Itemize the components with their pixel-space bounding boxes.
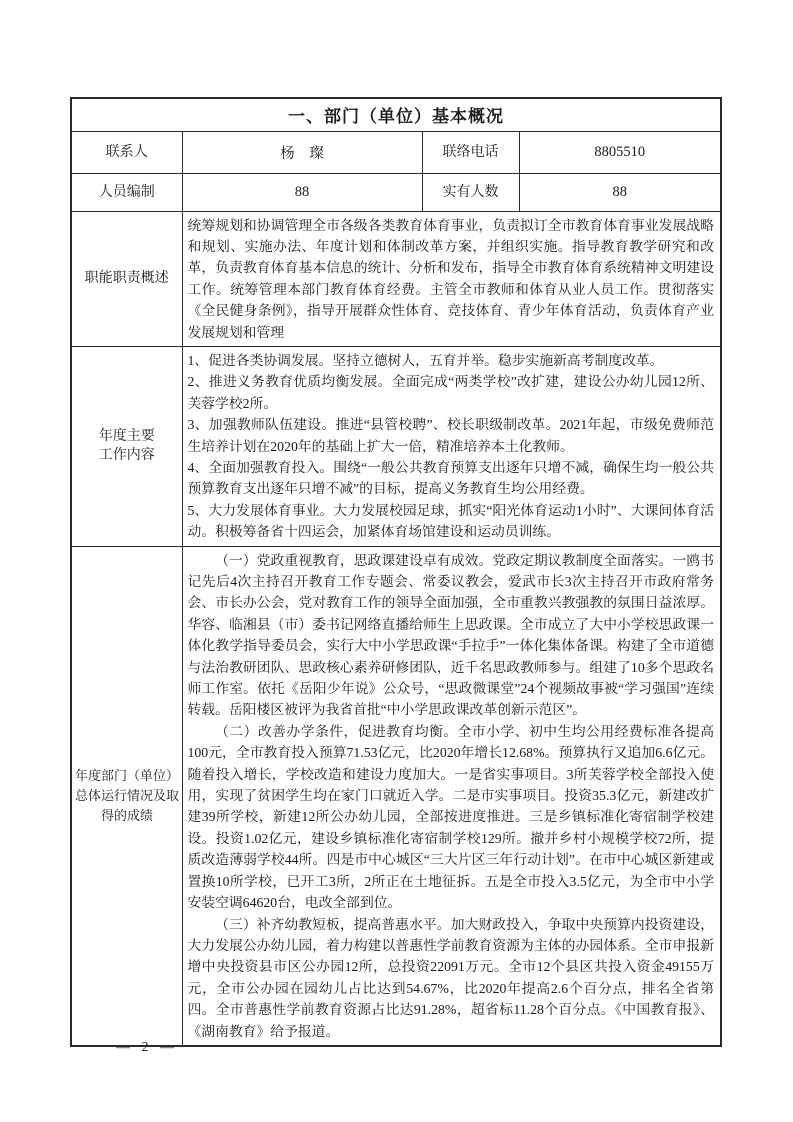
headcount-value: 88 [519, 173, 721, 211]
performance-label: 年度部门（单位）总体运行情况及取得的成绩 [74, 767, 179, 823]
annual-work-label: 年度主要工作内容 [98, 429, 155, 464]
duties-text: 统筹规划和协调管理全市各级各类教育体育事业，负责拟订全市教育体育事业发展战略和规划、实施办法、年度计划和体制改革方案，并组织实施。指导教育教学研究和改革，负责教育体育基本信息的统计、分析和发布，指导全市教育体育系统精神文明建设工作。统筹管理本部门教育体育经费。主管全市教师和体育从业人员工作。贯彻落实《全民健身条例》，指导开展群众性体育、竞技体育、青少年体育活动，负责体育产业发展规划和管理 [187, 217, 714, 340]
annual-work-item: 3、加强教师队伍建设。推进“县管校聘”、校长职级制改革。2021年起，市级免费师范生培养计划在2020年的基础上扩大一倍，精准培养本土化教师。 [187, 417, 714, 454]
annual-work-text-cell [182, 346, 721, 546]
staffing-value: 88 [182, 173, 422, 211]
page-number: — 2 — [116, 1040, 178, 1055]
annual-work-item: 4、全面加强教育投入。围绕“一般公共教育预算支出逐年只增不减，确保生均一般公共预算教育支出逐年只增不减”的目标，提高义务教育生均公用经费。 [187, 459, 714, 497]
phone-value: 8805510 [519, 131, 721, 173]
staffing-row [71, 173, 721, 211]
performance-row [71, 546, 721, 1046]
annual-work-item: 5、大力发展体育事业。大力发展校园足球，抓实“阳光体育运动1小时”、大课间体育活动。积极筹备省十四运会，加紧体育场馆建设和运动员训练。 [187, 502, 714, 540]
headcount-label: 实有人数 [422, 173, 519, 211]
duties-text-cell [182, 211, 721, 346]
duties-row [71, 211, 721, 346]
section-title: 一、部门（单位）基本概况 [71, 98, 721, 131]
performance-label-cell [71, 546, 182, 1046]
contact-row [71, 131, 721, 173]
annual-work-item: 1、促进各类协调发展。坚持立德树人，五育并举。稳步实施新高考制度改革。 [187, 352, 664, 368]
annual-work-label-cell [71, 346, 182, 546]
performance-paragraph: （三）补齐幼教短板，提高普惠水平。加大财政投入，争取中央预算内投资建设，大力发展公办幼儿园，着力构建以普惠性学前教育资源为主体的办园体系。全市申报新增中央投资县市区公办园12所，总投资22091万元。全市12个县区共投入资金49155万元，全市公办园在园幼儿占比达到54.67%，比2020年提高2.6个百分点，排名全省第四。全市普惠性学前教育资源占比达91.28%，超省标11.28个百分点。《中国教育报》、《湖南教育》给予报道。 [187, 916, 714, 1039]
duties-label: 职能职责概述 [71, 211, 182, 346]
annual-work-row [71, 346, 721, 546]
table-title-row [71, 98, 721, 131]
contact-value: 杨 璨 [182, 131, 422, 173]
staffing-label: 人员编制 [71, 173, 182, 211]
performance-text-cell [182, 546, 721, 1046]
annual-work-item: 2、推进义务教育优质均衡发展。全面完成“两类学校”改扩建，建设公办幼儿园12所、芙蓉学校2所。 [187, 374, 714, 411]
performance-paragraph: （一）党政重视教育，思政课建设卓有成效。党政定期议教制度全面落实。一鸥书记先后4次主持召开教育工作专题会、常委议教会，爱武市长3次主持召开市政府常务会、市长办公会，党对教育工作的领导全面加强，全市重教兴教强教的氛围日益浓厚。华容、临湘县（市）委书记网络直播给师生上思政课。全市成立了大中小学校思政课一体化教学指导委员会，实行大中小学思政课“手拉手”一体化集体备课。构建了全市道德与法治教研团队、思政核心素养研修团队，近千名思政教师参与。组建了10多个思政名师工作室。依托《岳阳少年说》公众号，“思政微课堂”24个视频故事被“学习强国”连续转载。岳阳楼区被评为我省首批“中小学思政课改革创新示范区”。 [187, 552, 714, 718]
phone-label: 联络电话 [422, 131, 519, 173]
basic-overview-table [70, 97, 722, 1047]
contact-label: 联系人 [71, 131, 182, 173]
performance-paragraph: （二）改善办学条件，促进教育均衡。全市小学、初中生均公用经费标准各提高100元，全市教育投入预算71.53亿元，比2020年增长12.68%。预算执行又追加6.6亿元。随着投入增长，学校改造和建设力度加大。一是省实事项目。3所芙蓉学校全部投入使用，实现了贫困学生均在家门口就近入学。二是市实事项目。投资35.3亿元，新建改扩建39所学校，新建12所公办幼儿园，全部按进度推进。三是乡镇标准化寄宿制学校建设。投资1.02亿元，建设乡镇标准化寄宿制学校129所。撤并乡村小规模学校72所，提质改造薄弱学校44所。四是市中心城区“三大片区三年行动计划”。在市中心城区新建或置换10所学校，已开工3所，2所正在土地征拆。五是全市投入3.5亿元，为全市中小学安装空调64620台，电改全部到位。 [187, 723, 714, 911]
